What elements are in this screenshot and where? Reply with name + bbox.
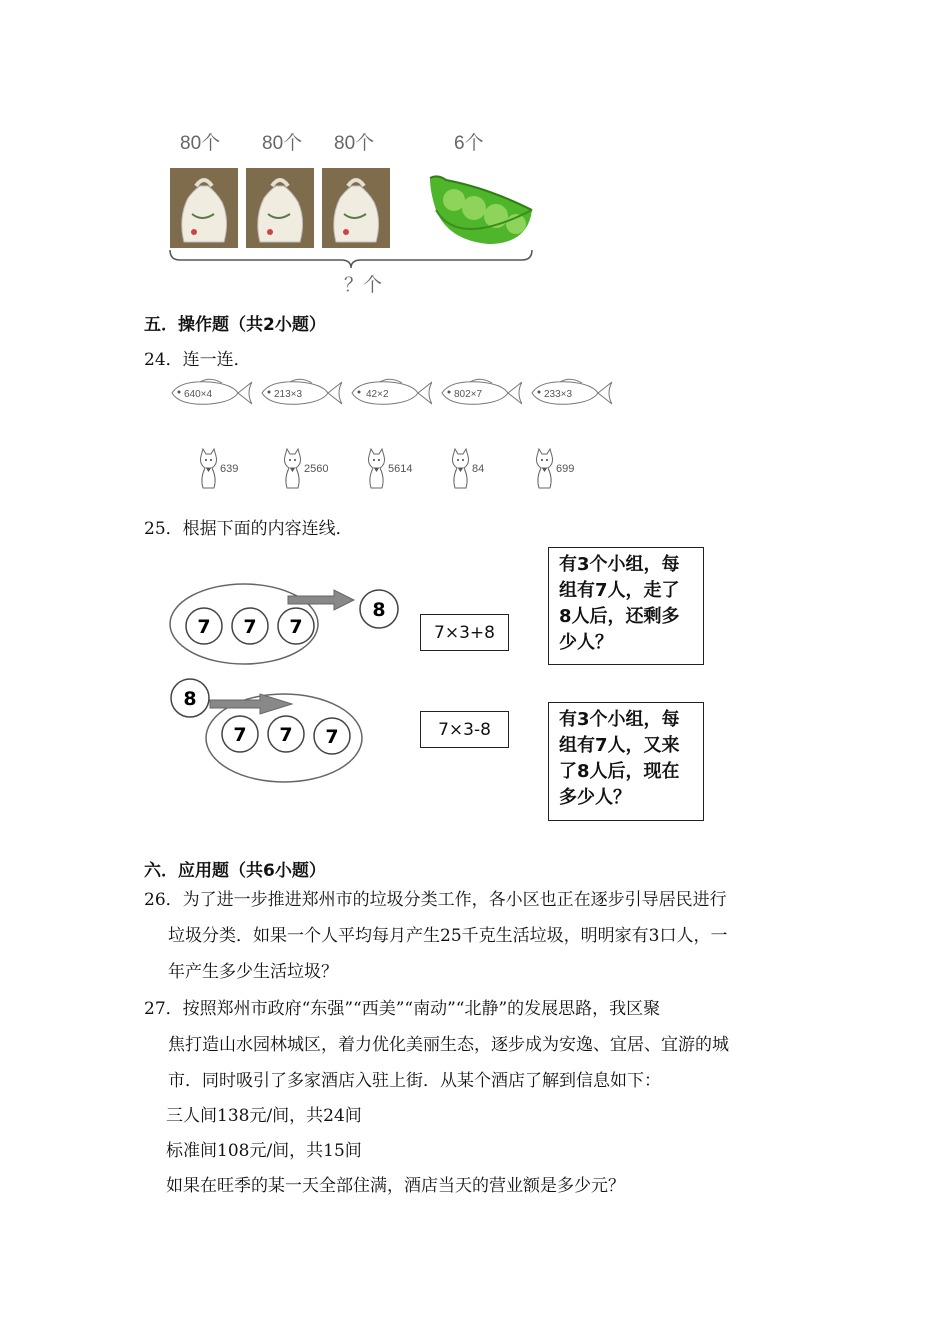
story-line: 了8人后，现在 xyxy=(559,761,680,782)
fish-expression: 42×2 xyxy=(366,389,389,400)
fish-expression: 802×7 xyxy=(454,389,483,400)
cat-icon xyxy=(280,448,304,490)
fish-card[interactable] xyxy=(350,378,432,408)
member-circle: 7 xyxy=(325,726,339,748)
story-line: 多少人？ xyxy=(559,787,631,808)
fish-card[interactable] xyxy=(170,378,252,408)
question-line: 年产生多少生活垃圾？ xyxy=(168,962,338,982)
total-brace xyxy=(168,248,534,270)
info-line: 三人间138元/间，共24间 xyxy=(166,1106,362,1126)
story-line: 有3个小组，每 xyxy=(559,554,680,575)
question-24-label: 24．连一连． xyxy=(144,350,251,370)
question-line: 垃圾分类．如果一个人平均每月产生25千克生活垃圾，明明家有3口人，一 xyxy=(168,926,728,946)
cat-number: 699 xyxy=(556,463,575,475)
fish-expression: 233×3 xyxy=(544,389,573,400)
extra-circle: 8 xyxy=(183,688,197,710)
question-line: 焦打造山水园林城区，着力优化美丽生态，逐步成为安逸、宜居、宜游的城 xyxy=(168,1035,729,1055)
cat-card[interactable] xyxy=(364,448,412,490)
story-line: 组有7人，又来 xyxy=(559,735,680,756)
fish-card[interactable] xyxy=(440,378,522,408)
question-line: 26．为了进一步推进郑州市的垃圾分类工作，各小区也正在逐步引导居民进行 xyxy=(144,890,727,910)
member-circle: 7 xyxy=(243,616,257,638)
extra-circle: 8 xyxy=(372,599,386,621)
cat-number: 5614 xyxy=(388,463,413,475)
total-label: ？个 xyxy=(344,275,383,296)
fish-card[interactable] xyxy=(260,378,342,408)
cat-card[interactable] xyxy=(280,448,328,490)
group-diagram-2[interactable] xyxy=(164,676,414,796)
section-heading: 六．应用题（共6小题） xyxy=(144,861,326,881)
question-line: 27．按照郑州市政府“东强”“西美”“南动”“北静”的发展思路，我区聚 xyxy=(144,999,661,1019)
question-26 xyxy=(144,882,727,990)
question-25-label: 25．根据下面的内容连线． xyxy=(144,519,353,539)
arrow-icon xyxy=(288,590,354,610)
count-label: 6个 xyxy=(454,133,484,154)
cat-icon xyxy=(448,448,472,490)
cat-card[interactable] xyxy=(532,448,574,490)
fish-expression: 213×3 xyxy=(274,389,303,400)
count-label: 80个 xyxy=(262,133,303,154)
group-diagram-1[interactable] xyxy=(164,580,414,670)
story-line: 8人后，还剩多 xyxy=(559,606,680,627)
story-line: 组有7人，走了 xyxy=(559,580,680,601)
section-heading: 五．操作题（共2小题） xyxy=(144,315,326,335)
story-box-1[interactable] xyxy=(548,547,704,665)
info-line: 标准间108元/间，共15间 xyxy=(166,1141,362,1161)
member-circle: 7 xyxy=(289,616,303,638)
member-circle: 7 xyxy=(197,616,211,638)
story-box-2[interactable] xyxy=(548,702,704,821)
fish-expression: 640×4 xyxy=(184,389,213,400)
story-line: 少人？ xyxy=(559,632,613,653)
expression-box-2[interactable]: 7×3-8 xyxy=(420,711,509,748)
cat-number: 84 xyxy=(472,463,485,475)
cat-card[interactable] xyxy=(448,448,484,490)
count-label: 80个 xyxy=(180,133,221,154)
count-label: 80个 xyxy=(334,133,375,154)
bag-image xyxy=(246,168,314,248)
story-line: 有3个小组，每 xyxy=(559,709,680,730)
bag-image xyxy=(322,168,390,248)
question-line: 市．同时吸引了多家酒店入驻上街．从某个酒店了解到信息如下： xyxy=(168,1071,661,1091)
cat-number: 639 xyxy=(220,463,239,475)
question-27 xyxy=(144,991,729,1204)
expression-box-1[interactable]: 7×3+8 xyxy=(420,614,509,651)
cat-icon xyxy=(532,448,556,490)
cat-number: 2560 xyxy=(304,463,329,475)
cat-card[interactable] xyxy=(196,448,238,490)
bag-image xyxy=(170,168,238,248)
fish-card[interactable] xyxy=(530,378,612,408)
cat-icon xyxy=(196,448,220,490)
question-line: 如果在旺季的某一天全部住满，酒店当天的营业额是多少元？ xyxy=(166,1176,625,1196)
pea-pod-image xyxy=(428,170,534,248)
member-circle: 7 xyxy=(279,724,293,746)
cat-icon xyxy=(364,448,388,490)
member-circle: 7 xyxy=(233,724,247,746)
